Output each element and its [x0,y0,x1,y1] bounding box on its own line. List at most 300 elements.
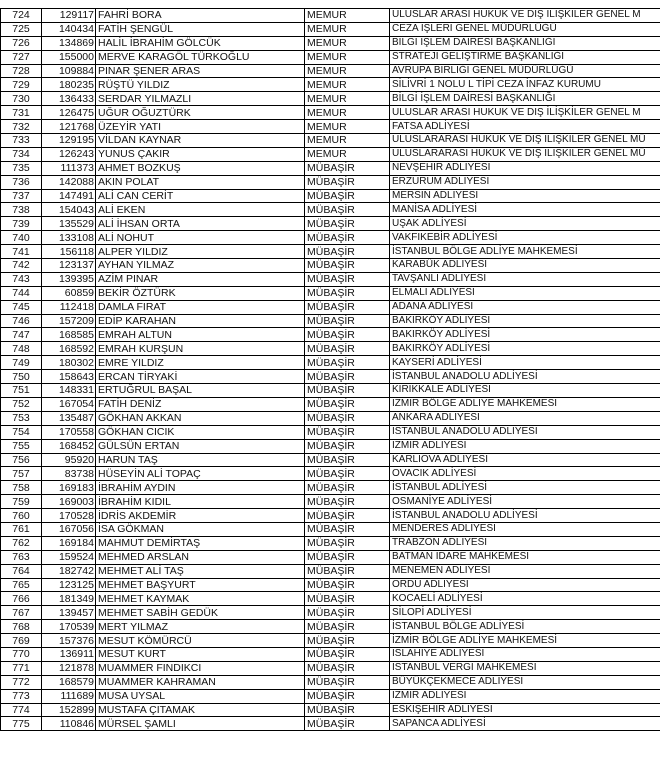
cell-unit: İSLAHİYE ADLİYESİ [390,647,660,661]
cell-unit: VAKFIKEBİR ADLİYESİ [390,231,660,245]
cell-registry-number: 182742 [42,564,96,578]
cell-title: MÜBAŞİR [305,245,390,259]
cell-unit: SİLİVRİ 1 NOLU L TİPİ CEZA İNFAZ KURUMU [390,78,660,92]
cell-registry-number: 159524 [42,550,96,564]
cell-title: MÜBAŞİR [305,328,390,342]
cell-row-number: 739 [1,217,42,231]
cell-title: MEMUR [305,106,390,120]
table-row [1,411,660,425]
cell-title: MÜBAŞİR [305,661,390,675]
table-row [1,467,660,481]
cell-title: MÜBAŞİR [305,356,390,370]
cell-full-name: VİLDAN KAYNAR [96,134,305,148]
cell-row-number: 752 [1,397,42,411]
cell-full-name: MUSA UYSAL [96,689,305,703]
table-row [1,356,660,370]
cell-registry-number: 121878 [42,661,96,675]
cell-row-number: 751 [1,384,42,398]
cell-registry-number: 170558 [42,425,96,439]
table-row [1,495,660,509]
cell-title: MÜBAŞİR [305,411,390,425]
cell-full-name: MEHMED ARSLAN [96,550,305,564]
cell-title: MEMUR [305,36,390,50]
cell-title: MÜBAŞİR [305,286,390,300]
table-row [1,120,660,134]
table-row [1,425,660,439]
cell-full-name: HARUN TAŞ [96,453,305,467]
personnel-table-body [1,9,660,731]
cell-title: MÜBAŞİR [305,592,390,606]
cell-unit: KARABÜK ADLİYESİ [390,259,660,273]
cell-full-name: MAHMUT DEMİRTAŞ [96,536,305,550]
cell-row-number: 731 [1,106,42,120]
cell-row-number: 741 [1,245,42,259]
cell-registry-number: 112418 [42,300,96,314]
cell-title: MÜBAŞİR [305,689,390,703]
cell-row-number: 748 [1,342,42,356]
cell-full-name: MÜRSEL ŞAMLI [96,717,305,731]
cell-unit: KAYSERİ ADLİYESİ [390,356,660,370]
cell-title: MÜBAŞİR [305,342,390,356]
table-row [1,50,660,64]
cell-registry-number: 147491 [42,189,96,203]
cell-full-name: FATİH DENİZ [96,397,305,411]
cell-full-name: MEHMET KAYMAK [96,592,305,606]
cell-unit: İSTANBUL ADLİYESİ [390,481,660,495]
cell-unit: ERZURUM ADLİYESİ [390,175,660,189]
cell-row-number: 746 [1,314,42,328]
cell-title: MÜBAŞİR [305,620,390,634]
cell-registry-number: 135529 [42,217,96,231]
cell-row-number: 754 [1,425,42,439]
cell-full-name: AZİM PINAR [96,272,305,286]
table-row [1,314,660,328]
cell-full-name: MESUT KÖMÜRCÜ [96,634,305,648]
cell-row-number: 725 [1,22,42,36]
cell-full-name: EDİP KARAHAN [96,314,305,328]
cell-title: MEMUR [305,22,390,36]
cell-title: MÜBAŞİR [305,522,390,536]
cell-title: MÜBAŞİR [305,634,390,648]
cell-row-number: 745 [1,300,42,314]
cell-unit: İSTANBUL ANADOLU ADLİYESİ [390,425,660,439]
cell-row-number: 740 [1,231,42,245]
cell-row-number: 724 [1,9,42,23]
cell-full-name: PINAR ŞENER ARAS [96,64,305,78]
cell-full-name: ERTUĞRUL BAŞAL [96,384,305,398]
cell-registry-number: 136433 [42,92,96,106]
table-row [1,9,660,23]
cell-registry-number: 139457 [42,606,96,620]
cell-registry-number: 142088 [42,175,96,189]
cell-full-name: UĞUR OĞUZTÜRK [96,106,305,120]
cell-registry-number: 60859 [42,286,96,300]
cell-row-number: 772 [1,675,42,689]
cell-row-number: 766 [1,592,42,606]
cell-row-number: 742 [1,259,42,273]
cell-registry-number: 181349 [42,592,96,606]
cell-full-name: EMRAH ALTUN [96,328,305,342]
cell-full-name: FATİH ŞENGÜL [96,22,305,36]
cell-full-name: MEHMET ALİ TAŞ [96,564,305,578]
cell-full-name: EMRAH KURŞUN [96,342,305,356]
table-row [1,286,660,300]
cell-row-number: 736 [1,175,42,189]
cell-row-number: 735 [1,161,42,175]
cell-registry-number: 136911 [42,647,96,661]
cell-row-number: 757 [1,467,42,481]
cell-full-name: RÜŞTÜ YILDIZ [96,78,305,92]
cell-row-number: 765 [1,578,42,592]
cell-unit: ULUSLAR ARASI HUKUK VE DIŞ İLİŞKİLER GENEL M [390,106,660,120]
cell-title: MÜBAŞİR [305,425,390,439]
cell-row-number: 768 [1,620,42,634]
cell-row-number: 764 [1,564,42,578]
cell-row-number: 734 [1,147,42,161]
cell-title: MÜBAŞİR [305,606,390,620]
table-row [1,675,660,689]
cell-title: MÜBAŞİR [305,203,390,217]
cell-title: MÜBAŞİR [305,717,390,731]
table-row [1,259,660,273]
cell-registry-number: 126243 [42,147,96,161]
cell-title: MÜBAŞİR [305,453,390,467]
table-row [1,564,660,578]
cell-row-number: 756 [1,453,42,467]
cell-title: MÜBAŞİR [305,259,390,273]
cell-title: MÜBAŞİR [305,647,390,661]
cell-unit: ULUSLARARASI HUKUK VE DIŞ İLİŞKİLER GENEL MÜ [390,134,660,148]
table-row [1,175,660,189]
table-row [1,509,660,523]
cell-row-number: 771 [1,661,42,675]
table-row [1,64,660,78]
cell-row-number: 761 [1,522,42,536]
table-row [1,634,660,648]
table-row [1,342,660,356]
cell-registry-number: 168592 [42,342,96,356]
cell-full-name: MESUT KURT [96,647,305,661]
cell-full-name: HALİL İBRAHİM GÖLCÜK [96,36,305,50]
cell-registry-number: 111689 [42,689,96,703]
cell-full-name: MUAMMER KAHRAMAN [96,675,305,689]
cell-row-number: 753 [1,411,42,425]
table-row [1,328,660,342]
table-row [1,36,660,50]
cell-unit: KARLIOVA ADLİYESİ [390,453,660,467]
cell-registry-number: 168585 [42,328,96,342]
table-row [1,620,660,634]
cell-full-name: İDRİS AKDEMİR [96,509,305,523]
cell-unit: CEZA İŞLERİ GENEL MÜDÜRLÜĞÜ [390,22,660,36]
cell-title: MÜBAŞİR [305,509,390,523]
personnel-table [0,8,660,731]
table-row [1,231,660,245]
cell-row-number: 759 [1,495,42,509]
table-row [1,245,660,259]
cell-full-name: MEHMET SABİH GEDÜK [96,606,305,620]
cell-row-number: 758 [1,481,42,495]
cell-unit: TRABZON ADLİYESİ [390,536,660,550]
cell-unit: BİLGİ İŞLEM DAİRESİ BAŞKANLIĞI [390,92,660,106]
cell-registry-number: 169003 [42,495,96,509]
cell-title: MÜBAŞİR [305,217,390,231]
cell-row-number: 733 [1,134,42,148]
cell-registry-number: 129117 [42,9,96,23]
cell-registry-number: 83738 [42,467,96,481]
cell-unit: ULUSLARARASI HUKUK VE DIŞ İLİŞKİLER GENEL MÜ [390,147,660,161]
cell-registry-number: 167054 [42,397,96,411]
table-row [1,661,660,675]
table-row [1,134,660,148]
cell-unit: İZMİR ADLİYESİ [390,689,660,703]
cell-title: MÜBAŞİR [305,175,390,189]
cell-unit: İZMİR ADLİYESİ [390,439,660,453]
table-row [1,578,660,592]
cell-full-name: AYHAN YILMAZ [96,259,305,273]
cell-unit: MENDERES ADLİYESİ [390,522,660,536]
cell-row-number: 763 [1,550,42,564]
table-row [1,92,660,106]
cell-full-name: YUNUS ÇAKIR [96,147,305,161]
cell-row-number: 730 [1,92,42,106]
cell-unit: SAPANCA ADLİYESİ [390,717,660,731]
cell-row-number: 773 [1,689,42,703]
cell-row-number: 737 [1,189,42,203]
cell-title: MEMUR [305,120,390,134]
cell-registry-number: 180302 [42,356,96,370]
cell-registry-number: 129195 [42,134,96,148]
table-row [1,703,660,717]
cell-title: MÜBAŞİR [305,536,390,550]
cell-row-number: 729 [1,78,42,92]
cell-unit: BÜYÜKÇEKMECE ADLİYESİ [390,675,660,689]
cell-title: MÜBAŞİR [305,578,390,592]
cell-title: MEMUR [305,92,390,106]
cell-registry-number: 110846 [42,717,96,731]
cell-unit: BİLGİ İŞLEM DAİRESİ BAŞKANLIĞI [390,36,660,50]
cell-unit: ELMALI ADLİYESİ [390,286,660,300]
cell-full-name: GÜLSÜN ERTAN [96,439,305,453]
table-row [1,106,660,120]
cell-unit: BAKIRKÖY ADLİYESİ [390,342,660,356]
cell-title: MEMUR [305,147,390,161]
cell-unit: MENEMEN ADLİYESİ [390,564,660,578]
cell-full-name: MERT YILMAZ [96,620,305,634]
cell-full-name: HÜSEYİN ALİ TOPAÇ [96,467,305,481]
cell-registry-number: 135487 [42,411,96,425]
cell-title: MÜBAŞİR [305,495,390,509]
cell-unit: TAVŞANLI ADLİYESİ [390,272,660,286]
cell-title: MÜBAŞİR [305,161,390,175]
table-row [1,370,660,384]
cell-full-name: AHMET BOZKUŞ [96,161,305,175]
cell-registry-number: 154043 [42,203,96,217]
cell-row-number: 749 [1,356,42,370]
cell-registry-number: 170528 [42,509,96,523]
cell-title: MÜBAŞİR [305,397,390,411]
cell-row-number: 738 [1,203,42,217]
table-row [1,161,660,175]
cell-title: MÜBAŞİR [305,564,390,578]
cell-full-name: ALPER YILDIZ [96,245,305,259]
cell-unit: OSMANİYE ADLİYESİ [390,495,660,509]
cell-unit: MERSİN ADLİYESİ [390,189,660,203]
cell-row-number: 732 [1,120,42,134]
table-row [1,536,660,550]
cell-registry-number: 95920 [42,453,96,467]
cell-full-name: ALİ CAN CERİT [96,189,305,203]
cell-registry-number: 133108 [42,231,96,245]
cell-row-number: 775 [1,717,42,731]
cell-full-name: İBRAHİM KIDIL [96,495,305,509]
cell-unit: AVRUPA BİRLİĞİ GENEL MÜDÜRLÜĞÜ [390,64,660,78]
cell-unit: BAKIRKÖY ADLİYESİ [390,314,660,328]
cell-unit: BAKIRKÖY ADLİYESİ [390,328,660,342]
cell-unit: ULUSLAR ARASI HUKUK VE DIŞ İLİŞKİLER GENEL M [390,9,660,23]
cell-full-name: ERCAN TİRYAKİ [96,370,305,384]
cell-full-name: DAMLA FIRAT [96,300,305,314]
cell-title: MÜBAŞİR [305,675,390,689]
cell-row-number: 770 [1,647,42,661]
cell-unit: ORDU ADLİYESİ [390,578,660,592]
cell-row-number: 728 [1,64,42,78]
cell-unit: İSTANBUL VERGİ MAHKEMESİ [390,661,660,675]
cell-unit: STRATEJİ GELİŞTİRME BAŞKANLIĞI [390,50,660,64]
cell-registry-number: 148331 [42,384,96,398]
cell-unit: ANKARA ADLİYESİ [390,411,660,425]
table-row [1,689,660,703]
cell-registry-number: 169183 [42,481,96,495]
cell-full-name: MEHMET BAŞYURT [96,578,305,592]
cell-row-number: 774 [1,703,42,717]
cell-unit: İZMİR BÖLGE ADLİYE MAHKEMESİ [390,634,660,648]
cell-unit: NEVŞEHİR ADLİYESİ [390,161,660,175]
cell-registry-number: 167056 [42,522,96,536]
table-row [1,384,660,398]
cell-registry-number: 170539 [42,620,96,634]
cell-unit: KOCAELİ ADLİYESİ [390,592,660,606]
cell-title: MEMUR [305,64,390,78]
cell-row-number: 747 [1,328,42,342]
table-row [1,203,660,217]
cell-unit: İSTANBUL ANADOLU ADLİYESİ [390,370,660,384]
table-row [1,189,660,203]
cell-unit: FATSA ADLİYESİ [390,120,660,134]
cell-unit: İSTANBUL BÖLGE ADLİYE MAHKEMESİ [390,245,660,259]
cell-row-number: 727 [1,50,42,64]
cell-full-name: ÜZEYİR YATI [96,120,305,134]
cell-unit: OVACIK ADLİYESİ [390,467,660,481]
cell-row-number: 755 [1,439,42,453]
cell-title: MÜBAŞİR [305,314,390,328]
cell-unit: İSTANBUL BÖLGE ADLİYESİ [390,620,660,634]
cell-unit: KIRIKKALE ADLİYESİ [390,384,660,398]
cell-registry-number: 126475 [42,106,96,120]
cell-registry-number: 158643 [42,370,96,384]
cell-title: MÜBAŞİR [305,189,390,203]
cell-registry-number: 123137 [42,259,96,273]
cell-registry-number: 134869 [42,36,96,50]
table-row [1,147,660,161]
table-row [1,78,660,92]
cell-full-name: GÖKHAN AKKAN [96,411,305,425]
cell-registry-number: 168452 [42,439,96,453]
cell-full-name: ALİ NOHUT [96,231,305,245]
cell-registry-number: 152899 [42,703,96,717]
cell-registry-number: 139395 [42,272,96,286]
cell-full-name: ALİ EKEN [96,203,305,217]
cell-full-name: EMRE YILDIZ [96,356,305,370]
cell-full-name: İSA GÖKMAN [96,522,305,536]
cell-title: MÜBAŞİR [305,439,390,453]
cell-registry-number: 109884 [42,64,96,78]
cell-row-number: 760 [1,509,42,523]
cell-unit: ADANA ADLİYESİ [390,300,660,314]
cell-row-number: 769 [1,634,42,648]
cell-unit: UŞAK ADLİYESİ [390,217,660,231]
table-row [1,717,660,731]
cell-registry-number: 121768 [42,120,96,134]
cell-full-name: ALİ İHSAN ORTA [96,217,305,231]
cell-title: MÜBAŞİR [305,703,390,717]
cell-title: MÜBAŞİR [305,231,390,245]
cell-registry-number: 169184 [42,536,96,550]
cell-registry-number: 156118 [42,245,96,259]
cell-title: MÜBAŞİR [305,272,390,286]
cell-unit: MANİSA ADLİYESİ [390,203,660,217]
cell-registry-number: 157209 [42,314,96,328]
cell-registry-number: 157376 [42,634,96,648]
table-row [1,397,660,411]
table-row [1,550,660,564]
table-row [1,606,660,620]
cell-title: MÜBAŞİR [305,300,390,314]
cell-full-name: MUSTAFA ÇITAMAK [96,703,305,717]
cell-registry-number: 140434 [42,22,96,36]
cell-row-number: 767 [1,606,42,620]
cell-title: MEMUR [305,134,390,148]
cell-row-number: 743 [1,272,42,286]
cell-title: MÜBAŞİR [305,384,390,398]
table-row [1,522,660,536]
table-row [1,592,660,606]
cell-registry-number: 111373 [42,161,96,175]
cell-unit: BATMAN İDARE MAHKEMESİ [390,550,660,564]
cell-registry-number: 155000 [42,50,96,64]
cell-unit: ESKİŞEHİR ADLİYESİ [390,703,660,717]
cell-unit: SİLOPİ ADLİYESİ [390,606,660,620]
cell-full-name: FAHRİ BORA [96,9,305,23]
table-row [1,481,660,495]
cell-full-name: MERVE KARAGÖL TÜRKOĞLU [96,50,305,64]
cell-title: MÜBAŞİR [305,467,390,481]
cell-full-name: İBRAHİM AYDIN [96,481,305,495]
table-row [1,439,660,453]
cell-row-number: 750 [1,370,42,384]
cell-row-number: 726 [1,36,42,50]
cell-registry-number: 168579 [42,675,96,689]
table-row [1,453,660,467]
cell-title: MÜBAŞİR [305,370,390,384]
cell-title: MÜBAŞİR [305,481,390,495]
table-row [1,217,660,231]
table-row [1,300,660,314]
table-row [1,647,660,661]
table-row [1,272,660,286]
cell-registry-number: 123125 [42,578,96,592]
cell-row-number: 762 [1,536,42,550]
